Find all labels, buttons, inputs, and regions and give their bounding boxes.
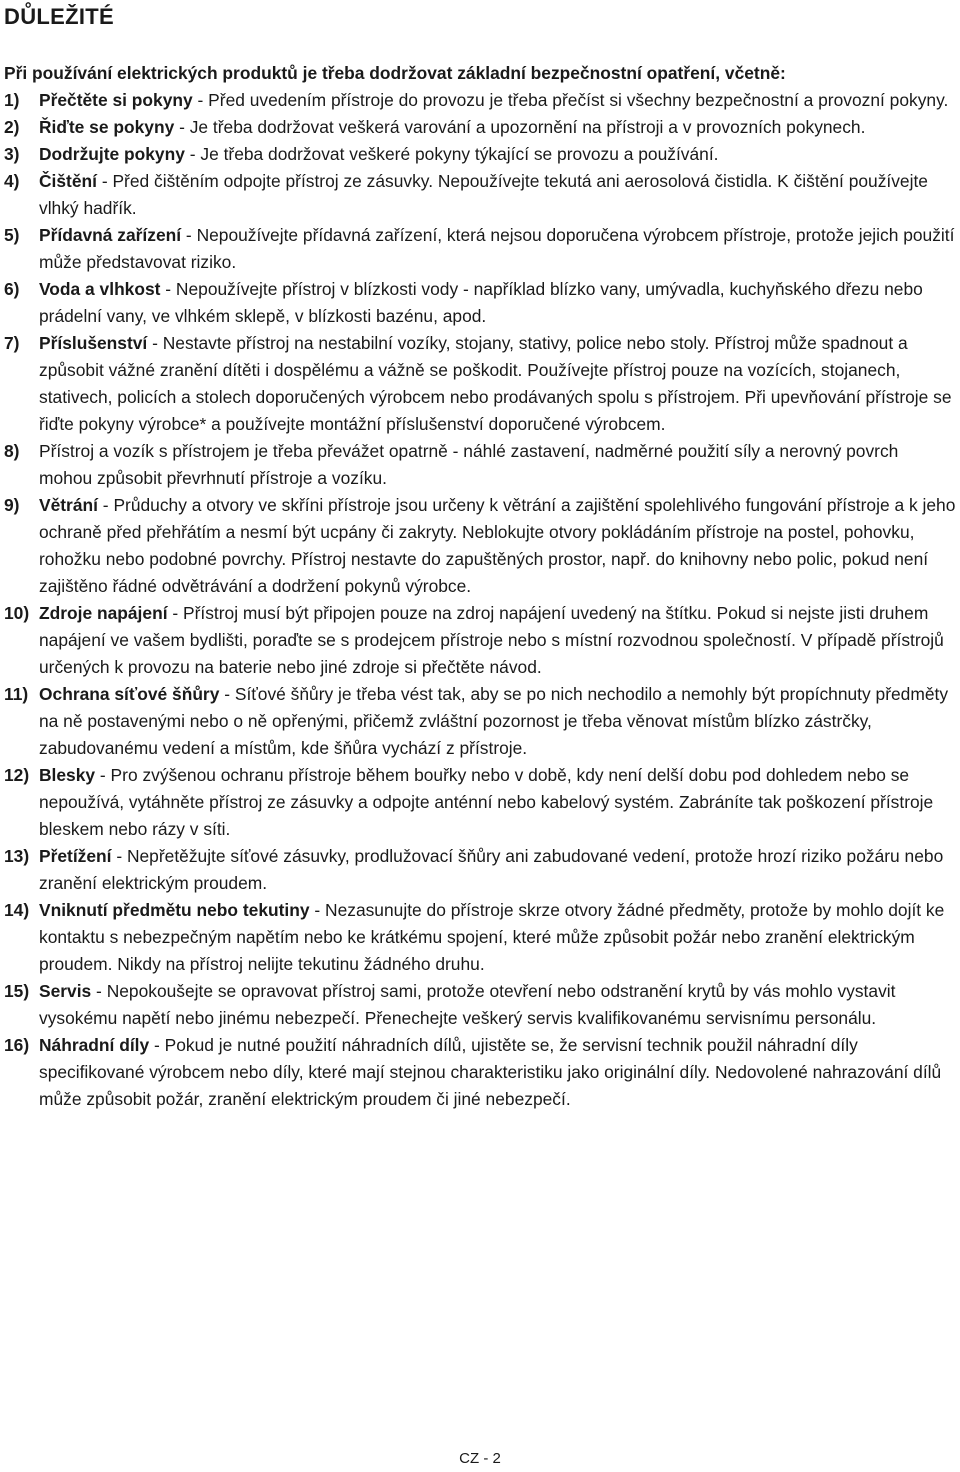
- list-item: [4, 762, 956, 843]
- item-title: Příslušenství: [39, 333, 148, 353]
- item-number: 6): [4, 279, 20, 299]
- item-separator: -: [174, 117, 190, 137]
- item-body: [39, 978, 956, 1032]
- item-body: [39, 762, 956, 843]
- item-separator: -: [192, 90, 209, 110]
- item-title: Dodržujte pokyny: [39, 144, 185, 164]
- item-text: Nestavte přístroj na nestabilní vozíky, stojany, stativy, police nebo stoly. Přístroj může spadnout a způsobit vážné zranění dítěti i dospělému a vážně se poškodit. Používejte přístroj pouze na vozících, stojanech, stativech, policích a stolech doporučených výrobcem nebo prodávaných spolu s přístrojem. Při upevňování přístroje se řiďte pokyny výrobce* a používejte montážní příslušenství doporučené výrobcem.: [39, 333, 952, 434]
- list-item: [4, 843, 956, 897]
- safety-instructions-list: [4, 87, 956, 1113]
- item-title: Voda a vlhkost: [39, 279, 161, 299]
- item-text: Průduchy a otvory ve skříni přístroje jsou určeny k větrání a zajištění spolehlivého fungování přístroje a k jeho ochraně před přehřátím a nesmí být ucpány či zakryty. Neblokujte otvory pokládáním přístroje na postel, pohovku, rohožku nebo podobné povrchy. Přístroj nestavte do zapuštěných prostor, např. do knihovny nebo polic, pokud není zajištěno řádné odvětrávání a dodržení pokynů výrobce.: [39, 495, 956, 596]
- list-item: [4, 438, 956, 492]
- item-separator: -: [91, 981, 107, 1001]
- page-heading: DŮLEŽITÉ: [4, 4, 114, 29]
- item-number: 9): [4, 495, 20, 515]
- list-item: [4, 87, 956, 114]
- item-number: 11): [4, 684, 29, 704]
- list-item: [4, 978, 956, 1032]
- item-body: [39, 492, 956, 600]
- item-number: 7): [4, 333, 20, 353]
- item-text: Pokud je nutné použití náhradních dílů, ujistěte se, že servisní technik použil náhradní díly specifikované výrobcem nebo díly, které mají stejnou charakteristiku jako originální díly. Nedovolené nahrazování dílů může způsobit požár, zranění elektrickým proudem či jiné nebezpečí.: [39, 1035, 942, 1109]
- item-title: Řiďte se pokyny: [39, 117, 175, 137]
- item-number: 10): [4, 603, 30, 623]
- item-text: Před čištěním odpojte přístroj ze zásuvky. Nepoužívejte tekutá ani aerosolová čistidla. K čištění používejte vlhký hadřík.: [39, 171, 928, 218]
- item-separator: -: [96, 171, 113, 191]
- item-number: 4): [4, 171, 20, 191]
- item-title: Přetížení: [39, 846, 112, 866]
- item-body: [39, 276, 956, 330]
- item-number: 3): [4, 144, 20, 164]
- item-text: Nepoužívejte přídavná zařízení, která nejsou doporučena výrobcem přístroje, protože jejich použití může představovat riziko.: [39, 225, 955, 272]
- document-page: [4, 2, 956, 1113]
- list-item: [4, 168, 956, 222]
- item-body: [39, 330, 956, 438]
- item-body: [39, 168, 956, 222]
- item-separator: -: [97, 495, 114, 515]
- list-item: [4, 600, 956, 681]
- item-body: [39, 681, 956, 762]
- item-number: 8): [4, 441, 20, 461]
- item-body: [39, 222, 956, 276]
- item-body: [39, 1032, 956, 1113]
- item-body: [39, 438, 956, 492]
- list-item: [4, 141, 956, 168]
- item-body: [39, 843, 956, 897]
- item-text: Přístroj musí být připojen pouze na zdroj napájení uvedený na štítku. Pokud si nejste jisti druhem napájení ve vašem bydlišti, poraďte se s prodejcem přístroje nebo s místní rozvodnou společností. V případě přístrojů určených k provozu na baterie nebo jiné zdroje si přečtěte návod.: [39, 603, 944, 677]
- list-item: [4, 897, 956, 978]
- item-text: Nezasunujte do přístroje skrze otvory žádné předměty, protože by mohlo dojít ke kontaktu s nebezpečným napětím nebo ke krátkému spojení, které může způsobit požár nebo zranění elektrickým proudem. Nikdy na přístroj nelijte tekutinu žádného druhu.: [39, 900, 945, 974]
- item-separator: -: [309, 900, 326, 920]
- intro-text: Při používání elektrických produktů je třeba dodržovat základní bezpečnostní opatření, včetně:: [4, 63, 786, 83]
- item-title: Náhradní díly: [39, 1035, 150, 1055]
- page-number: CZ - 2: [459, 1450, 501, 1467]
- item-title: Servis: [39, 981, 92, 1001]
- list-item: [4, 681, 956, 762]
- item-text: Je třeba dodržovat veškerá varování a upozornění na přístroji a v provozních pokynech.: [189, 117, 866, 137]
- item-text: Pro zvýšenou ochranu přístroje během bouřky nebo v době, kdy není delší dobu pod dohledem nebo se nepoužívá, vytáhněte přístroj ze zásuvky a odpojte anténní nebo kabelový systém. Zabráníte tak poškození přístroje bleskem nebo rázy v síti.: [39, 765, 934, 839]
- item-body: [39, 600, 956, 681]
- item-body: [39, 114, 956, 141]
- item-separator: -: [147, 333, 163, 353]
- item-separator: -: [181, 225, 197, 245]
- item-number: 12): [4, 765, 30, 785]
- item-title: Vniknutí předmětu nebo tekutiny: [39, 900, 310, 920]
- item-number: 2): [4, 117, 20, 137]
- item-separator: -: [184, 144, 201, 164]
- item-separator: -: [219, 684, 235, 704]
- item-body: [39, 141, 956, 168]
- item-text: Nepokoušejte se opravovat přístroj sami, protože otevření nebo odstranění krytů by vás mohlo vystavit vysokému napětí nebo jinému nebezpečí. Přenechejte veškerý servis kvalifikovanému servisnímu personálu.: [39, 981, 896, 1028]
- item-separator: -: [160, 279, 176, 299]
- item-text: Nepřetěžujte síťové zásuvky, prodlužovací šňůry ani zabudované vedení, protože hrozí riziko požáru nebo zranění elektrickým proudem.: [39, 846, 944, 893]
- item-number: 15): [4, 981, 30, 1001]
- item-number: 5): [4, 225, 20, 245]
- list-item: [4, 114, 956, 141]
- item-text: Přístroj a vozík s přístrojem je třeba převážet opatrně - náhlé zastavení, nadměrné použití síly a nerovný povrch mohou způsobit převrhnutí přístroje a vozíku.: [39, 441, 899, 488]
- item-text: Síťové šňůry je třeba vést tak, aby se po nich nechodilo a nemohly být propíchnuty předměty na ně postavenými nebo o ně opřenými, přičemž zvláštní pozornost je třeba věnovat místům blízko zástrčky, zabudovanému vedení a místům, kde šňůra vychází z přístroje.: [39, 684, 949, 758]
- item-title: Blesky: [39, 765, 96, 785]
- item-title: Ochrana síťové šňůry: [39, 684, 220, 704]
- item-title: Přečtěte si pokyny: [39, 90, 193, 110]
- list-item: [4, 330, 956, 438]
- item-text: Nepoužívejte přístroj v blízkosti vody - například blízko vany, umývadla, kuchyňského dřezu nebo prádelní vany, ve vlhkém sklepě, v blízkosti bazénu, apod.: [39, 279, 923, 326]
- item-number: 16): [4, 1035, 30, 1055]
- item-body: [39, 897, 956, 978]
- item-separator: -: [167, 603, 183, 623]
- item-text: Před uvedením přístroje do provozu je třeba přečíst si všechny bezpečnostní a provozní pokyny.: [208, 90, 949, 110]
- item-separator: -: [95, 765, 111, 785]
- item-title: Čištění: [39, 171, 97, 191]
- list-item: [4, 1032, 956, 1113]
- list-item: [4, 492, 956, 600]
- item-number: 14): [4, 900, 30, 920]
- item-number: 13): [4, 846, 30, 866]
- item-text: Je třeba dodržovat veškeré pokyny týkající se provozu a používání.: [200, 144, 719, 164]
- list-item: [4, 276, 956, 330]
- item-title: Přídavná zařízení: [39, 225, 182, 245]
- list-item: [4, 222, 956, 276]
- item-separator: -: [111, 846, 127, 866]
- item-separator: -: [149, 1035, 165, 1055]
- item-title: Zdroje napájení: [39, 603, 168, 623]
- item-number: 1): [4, 90, 20, 110]
- item-body: [39, 87, 956, 114]
- item-title: Větrání: [39, 495, 98, 515]
